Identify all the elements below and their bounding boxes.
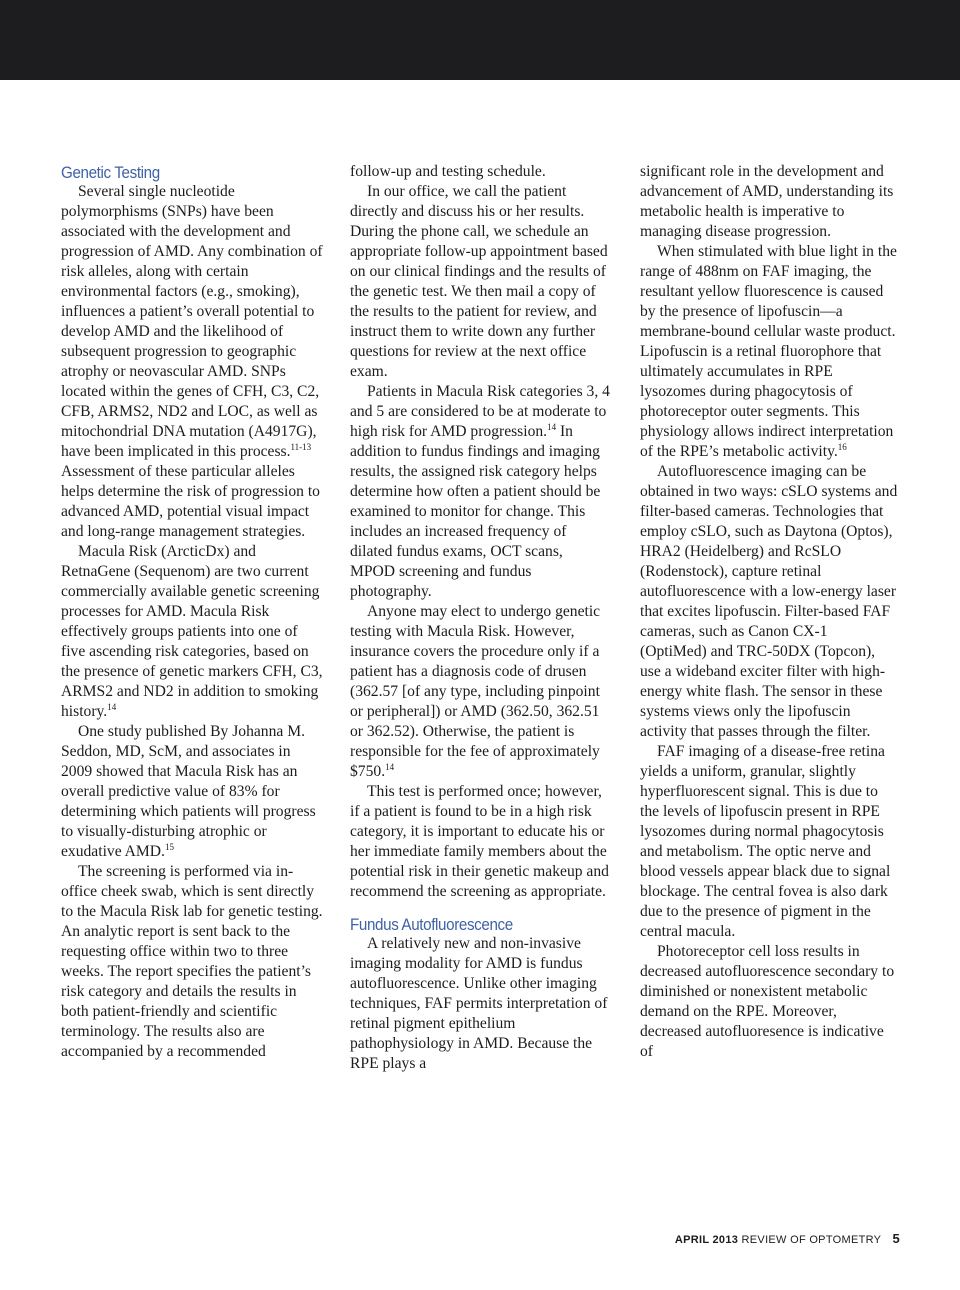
paragraph: This test is performed once; however, if a patient is found to be in a high risk category, it is important to educate his or her immediate family members about the potential risk in their genetic makeup and recommend the screening as appropriate. bbox=[350, 783, 609, 900]
reference-superscript: 15 bbox=[164, 842, 174, 852]
section-heading-fundus-autofluorescence: Fundus Autofluorescence bbox=[350, 916, 513, 934]
paragraph: Photoreceptor cell loss results in decreased autofluorescence secondary to diminished or nonexistent metabolic demand on the RPE. Moreover, decreased autofluoresence is indicative of bbox=[640, 943, 895, 1060]
paragraph: FAF imaging of a disease-free retina yields a uniform, granular, slightly hyperfluorescent signal. This is due to the levels of lipofuscin present in RPE lysozomes during normal phagocytosis and metabolism. The optic nerve and blood vessels appear black due to signal blockage. The central fovea is also dark due to the presence of pigment in the central macula. bbox=[640, 743, 891, 940]
paragraph: Anyone may elect to undergo genetic testing with Macula Risk. However, insurance covers the procedure only if a patient has a diagnosis code of drusen (362.57 [of any type, including pinpoint or peripheral]) or AMD (362.50, 362.51 or 362.52). Otherwise, the patient is responsible for the fee of approximately $750.14 bbox=[350, 603, 601, 780]
section-heading-genetic-testing: Genetic Testing bbox=[61, 164, 160, 182]
reference-superscript: 11-13 bbox=[290, 442, 312, 452]
top-banner bbox=[0, 0, 960, 80]
reference-superscript: 14 bbox=[107, 702, 117, 712]
issue-date: APRIL 2013 bbox=[674, 1234, 739, 1246]
paragraph: follow-up and testing schedule. bbox=[350, 163, 546, 180]
reference-superscript: 16 bbox=[837, 442, 847, 452]
page-number: 5 bbox=[892, 1231, 900, 1246]
paragraph: One study published By Johanna M. Seddon, MD, ScM, and associates in 2009 showed that Macula Risk has an overall predictive value of 83% for determining which patients will progress to visually-disturbing atrophic or exudative AMD.$^{15}$ bbox=[61, 723, 316, 860]
paragraph: Macula Risk (ArcticDx) and RetnaGene (Sequenom) are two current commercially available genetic screening processes for AMD. Macula Risk effectively groups patients into one of five ascending risk categories, based on the presence of genetic markers CFH, C3, ARMS2 and ND2 in addition to smoking history.$^{14}$ bbox=[61, 543, 323, 720]
paragraph: Autofluorescence imaging can be obtained in two ways: cSLO systems and filter-based cameras. Technologies that employ cSLO, such as Daytona (Optos), HRA2 (Heidelberg) and RcSLO (Rodenstock), capture retinal autofluorescence with a low-energy laser that excites lipofuscin. Filter-based FAF cameras, such as Canon CX-1 (OptiMed) and TRC-50DX (Topcon), use a wideband exciter filter with high-energy white flash. The sensor in these systems views only the lipofuscin activity that passes through the filter. bbox=[640, 463, 898, 740]
paragraph: Several single nucleotide polymorphisms (SNPs) have been associated with the development and progression of AMD. Any combination of risk alleles, along with certain environmental factors (e.g., smoking), influences a patient’s overall potential to develop AMD and the likelihood of subsequent progression to geographic atrophy or neovascular AMD. SNPs located within the genes of CFH, C3, C2, CFB, ARMS2, ND2 and LOC, as well as mitochondrial DNA mutation (A4917G), have been implicated in this process.$^{11-13}$ Assessment of these particular alleles helps determine the risk of progression to advanced AMD, potential visual impact and long-range management strategies. bbox=[61, 183, 323, 540]
paragraph: In our office, we call the patient directly and discuss his or her results. During the phone call, we schedule an appropriate follow-up appointment based on our clinical findings and the results of the genetic test. We then mail a copy of the results to the patient for review, and instruct them to write down any further questions for review at the next office exam. bbox=[350, 183, 608, 380]
publication-name: REVIEW OF OPTOMETRY bbox=[741, 1234, 882, 1246]
paragraph: significant role in the development and advancement of AMD, understanding its metabolic health is imperative to managing disease progression. bbox=[640, 163, 894, 240]
reference-superscript: 14 bbox=[547, 422, 557, 432]
article-column-3 bbox=[640, 162, 898, 1062]
article-column-2 bbox=[350, 162, 610, 1074]
page-footer bbox=[675, 1231, 900, 1246]
article-column-1 bbox=[61, 162, 323, 1062]
paragraph: The screening is performed via in-office cheek swab, which is sent directly to the Macula Risk lab for genetic testing. An analytic report is sent back to the requesting office within two to three weeks. The report specifies the patient’s risk category and details the results in both patient-friendly and scientific terminology. The results also are accompanied by a recommended bbox=[61, 863, 323, 1060]
paragraph: When stimulated with blue light in the range of 488nm on FAF imaging, the resultant yellow fluorescence is caused by the presence of lipofuscin—a membrane-bound cellular waste product. Lipofuscin is a retinal fluorophore that ultimately accumulates in RPE lysozomes during phagocytosis of photoreceptor outer segments. This physiology allows indirect interpretation of the RPE’s metabolic activity.$^{16}$ bbox=[640, 243, 897, 460]
reference-superscript: 14 bbox=[385, 762, 395, 772]
paragraph: A relatively new and non-invasive imaging modality for AMD is fundus autofluorescence. Unlike other imaging techniques, FAF permits interpretation of retinal pigment epithelium pathophysiology in AMD. Because the RPE plays a bbox=[350, 935, 608, 1072]
paragraph: Patients in Macula Risk categories 3, 4 and 5 are considered to be at moderate to high risk for AMD progression.$^{14}$ In addition to fundus findings and imaging results, the assigned risk category helps determine how often a patient should be examined to monitor for change. This includes an increased frequency of dilated fundus exams, OCT scans, MPOD screening and fundus photography. bbox=[350, 383, 610, 600]
